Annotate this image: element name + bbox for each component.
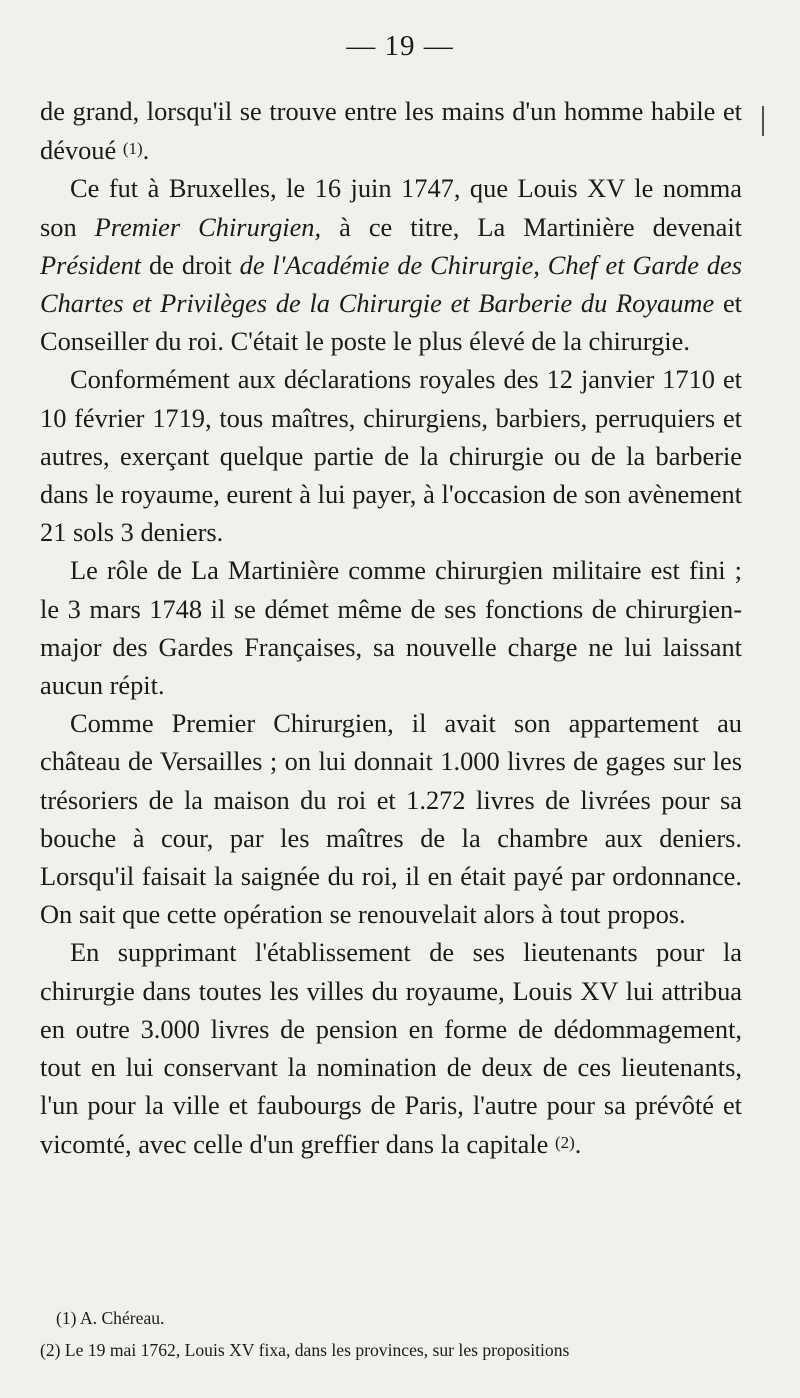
footnote-1: (1) A. Chéreau.: [56, 1308, 165, 1328]
paragraph-2-text-4: et Conseiller du roi. C'était le poste le plus élevé de la chirurgie.: [40, 288, 742, 357]
paragraph-2-text-2: à ce titre, La Martinière devenait: [321, 211, 742, 242]
paragraph-2-text-1: Ce fut à Bruxelles, le 16 juin 1747, que Louis XV le nomma son: [40, 173, 742, 242]
paragraph-4: Le rôle de La Martinière comme chirurgien militaire est fini ; le 3 mars 1748 il se démet même de ses fonctions de chirurgien-major des Gardes Françaises, sa nouvelle charge ne lui laissant aucun répit.: [40, 555, 742, 701]
footnote-ref-2: (2): [554, 1133, 575, 1153]
page-number: — 19 —: [346, 30, 454, 62]
title-academie: de l'Académie de Chirurgie, Chef et Garde des Chartes et Privilèges de la Chirurgie et Barberie du Royaume: [40, 249, 743, 319]
paragraph-6-end: .: [574, 1129, 582, 1160]
paragraph-1: [40, 92, 742, 169]
paragraph-5: Comme Premier Chirurgien, il avait son appartement au château de Versailles ; on lui donnait 1.000 livres de gages sur les trésoriers de la maison du roi et 1.272 livres de livrées pour sa bouche à cour, par les maîtres de la chambre aux deniers. Lorsqu'il faisait la saignée du roi, il en était payé par ordonnance. On sait que cette opération se renouvelait alors à tout propos.: [40, 708, 742, 930]
paragraph-3: Conformément aux déclarations royales des 12 janvier 1710 et 10 février 1719, tous maîtres, chirurgiens, barbiers, perruquiers et autres, exerçant quelque partie de la chirurgie ou de la barberie dans le royaume, eurent à lui payer, à l'occasion de son avènement 21 sols 3 deniers.: [40, 364, 742, 548]
paragraph-6-text: En supprimant l'établissement de ses lieutenants pour la chirurgie dans toutes les villes du royaume, Louis XV lui attribua en outre 3.000 livres de pension en forme de dédommagement, tout en lui conservant la nomination de deux de ces lieutenants, l'un pour la ville et faubourgs de Paris, l'autre pour sa prévôté et vicomté, avec celle d'un greffier dans la capitale: [40, 937, 742, 1160]
footnote-2: (2) Le 19 mai 1762, Louis XV fixa, dans les provinces, sur les propositions: [40, 1340, 570, 1360]
paragraph-1-end: .: [142, 135, 150, 166]
title-president: Président: [40, 249, 142, 280]
paragraph-1-text: de grand, lorsqu'il se trouve entre les mains d'un homme habile et dévoué: [40, 96, 742, 166]
body-text: [40, 92, 742, 1164]
title-premier-chirurgien: Premier Chirurgien,: [94, 211, 322, 242]
paragraph-2-text-3: de droit: [141, 249, 240, 280]
footnotes: [40, 1302, 742, 1366]
footnote-ref-1: (1): [122, 139, 143, 159]
paragraph-6: [40, 933, 742, 1163]
paragraph-2: [40, 169, 742, 360]
margin-mark: [762, 106, 764, 136]
